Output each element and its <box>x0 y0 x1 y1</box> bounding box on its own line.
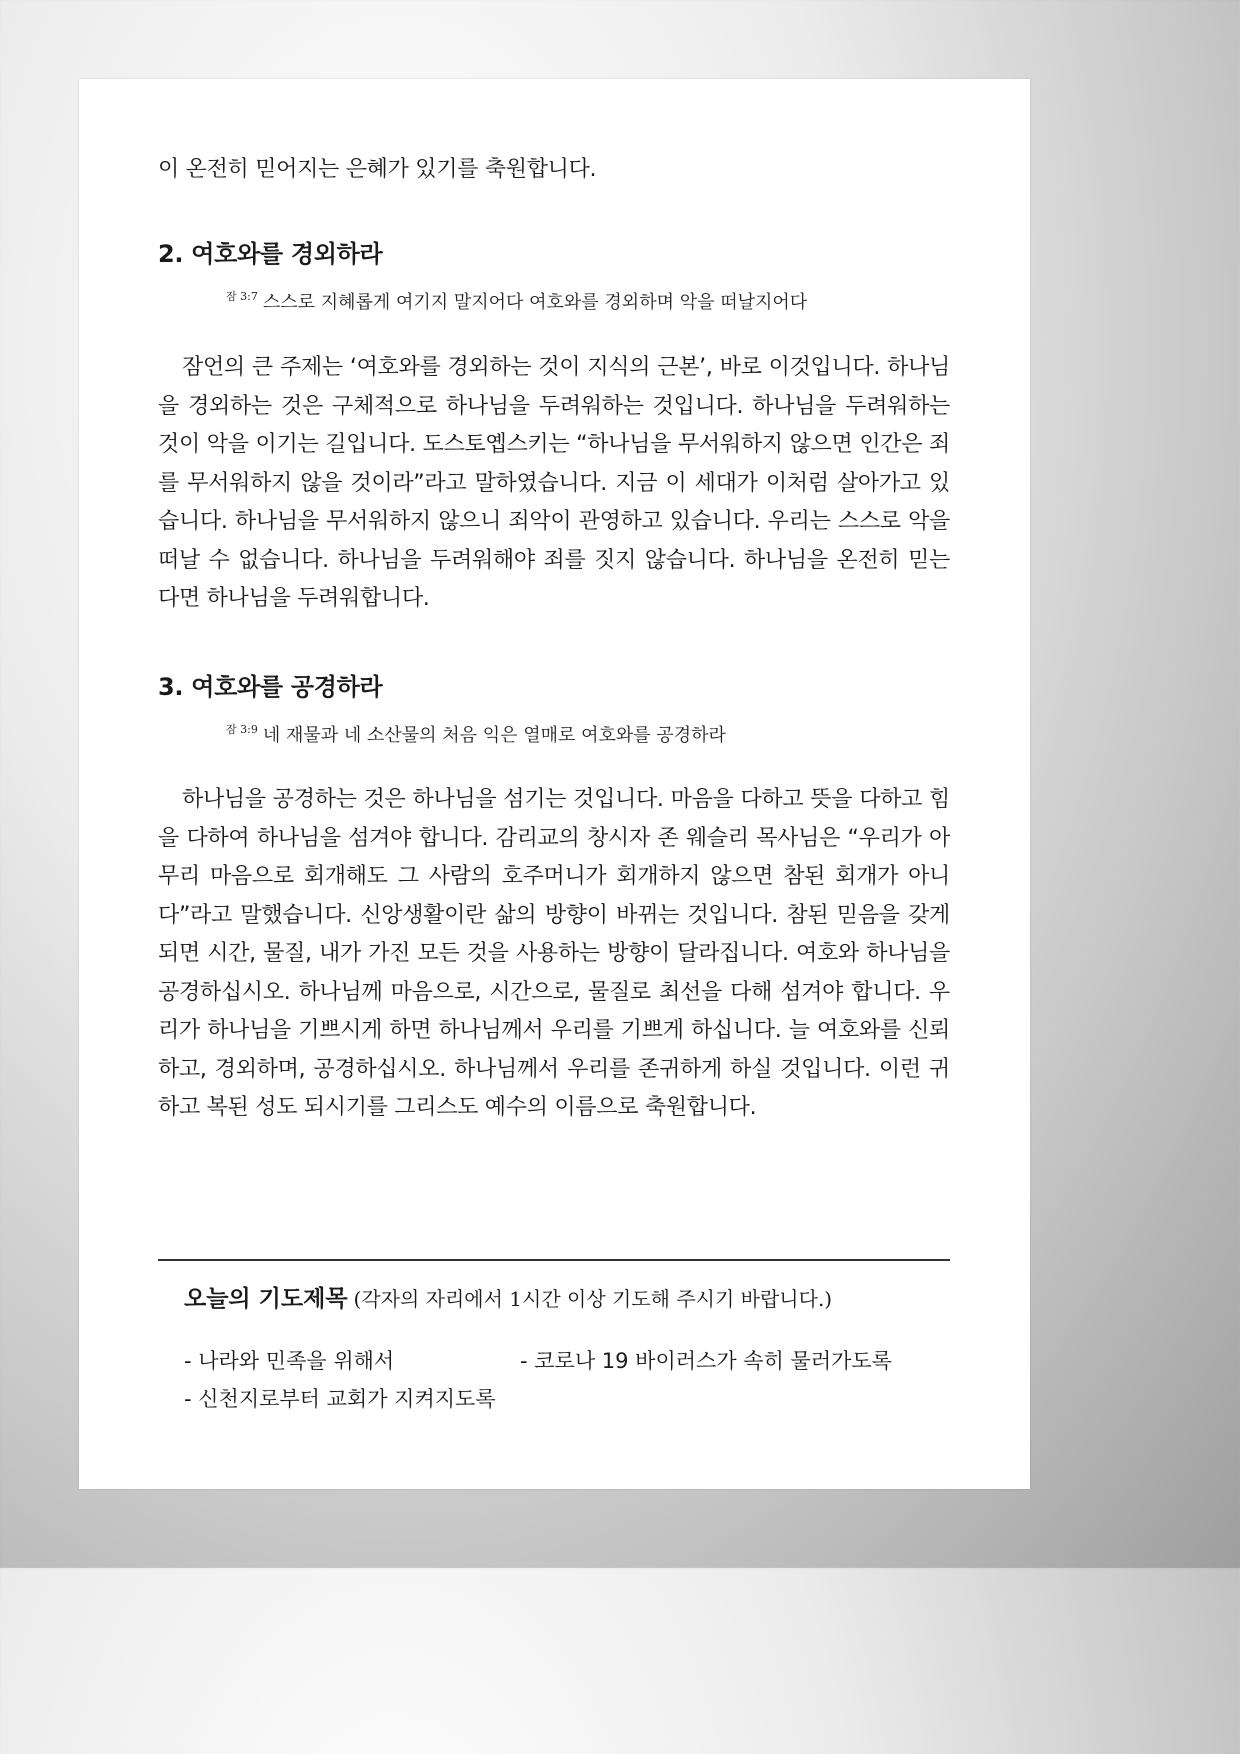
prayer-divider <box>158 1259 950 1261</box>
section-2-heading: 2. 여호와를 경외하라 <box>158 240 383 268</box>
section-2-verse-ref: 잠 3:7 <box>226 290 258 303</box>
section-2-verse <box>226 288 807 314</box>
section-3-verse-text: 네 재물과 네 소산물의 처음 익은 열매로 여호와를 공경하라 <box>262 725 726 746</box>
prayer-item: - 코로나 19 바이러스가 속히 물러가도록 <box>520 1349 892 1373</box>
prayer-note: (각자의 자리에서 1시간 이상 기도해 주시기 바랍니다.) <box>353 1287 833 1311</box>
prayer-item: - 신천지로부터 교회가 지켜지도록 <box>184 1387 496 1411</box>
section-3-heading: 3. 여호와를 공경하라 <box>158 673 383 701</box>
prayer-title: 오늘의 기도제목 <box>184 1286 348 1312</box>
prayer-title-row <box>184 1280 832 1313</box>
intro-line: 이 온전히 믿어지는 은혜가 있기를 축원합니다. <box>158 157 597 182</box>
section-2-paragraph: 잠언의 큰 주제는 ‘여호와를 경외하는 것이 지식의 근본’, 바로 이것입니다. 하나님을 경외하는 것은 구체적으로 하나님을 두려워하는 것입니다. 하나님을 두려워하는 것이 악을 이기는 길입니다. 도스토옙스키는 “하나님을 무서워하지 않으면 인간은 죄를 무서워하지 않을 것이라”라고 말하였습니다. 지금 이 세대가 이처럼 살아가고 있습니다. 하나님을 무서워하지 않으니 죄악이 관영하고 있습니다. 우리는 스스로 악을 떠날 수 없습니다. 하나님을 두려워해야 죄를 짓지 않습니다. 하나님을 온전히 믿는다면 하나님을 두려워합니다. <box>158 355 950 611</box>
section-3-paragraph: 하나님을 공경하는 것은 하나님을 섬기는 것입니다. 마음을 다하고 뜻을 다하고 힘을 다하여 하나님을 섬겨야 합니다. 감리교의 창시자 존 웨슬리 목사님은 “우리가 아무리 마음으로 회개해도 그 사람의 호주머니가 회개하지 않으면 참된 회개가 아니다”라고 말했습니다. 신앙생활이란 삶의 방향이 바뀌는 것입니다. 참된 믿음을 갖게 되면 시간, 물질, 내가 가진 모든 것을 사용하는 방향이 달라집니다. 여호와 하나님을 공경하십시오. 하나님께 마음으로, 시간으로, 물질로 최선을 다해 섬겨야 합니다. 우리가 하나님을 기쁘시게 하면 하나님께서 우리를 기쁘게 하십니다. 늘 여호와를 신뢰하고, 경외하며, 공경하십시오. 하나님께서 우리를 존귀하게 하실 것입니다. 이런 귀하고 복된 성도 되시기를 그리스도 예수의 이름으로 축원합니다. <box>158 787 950 1120</box>
section-3-verse <box>226 721 726 747</box>
document-page <box>79 79 1030 1489</box>
section-2-verse-text: 스스로 지혜롭게 여기지 말지어다 여호와를 경외하며 악을 떠날지어다 <box>262 292 808 313</box>
prayer-item: - 나라와 민족을 위해서 <box>184 1349 395 1373</box>
section-3-verse-ref: 잠 3:9 <box>226 723 258 736</box>
